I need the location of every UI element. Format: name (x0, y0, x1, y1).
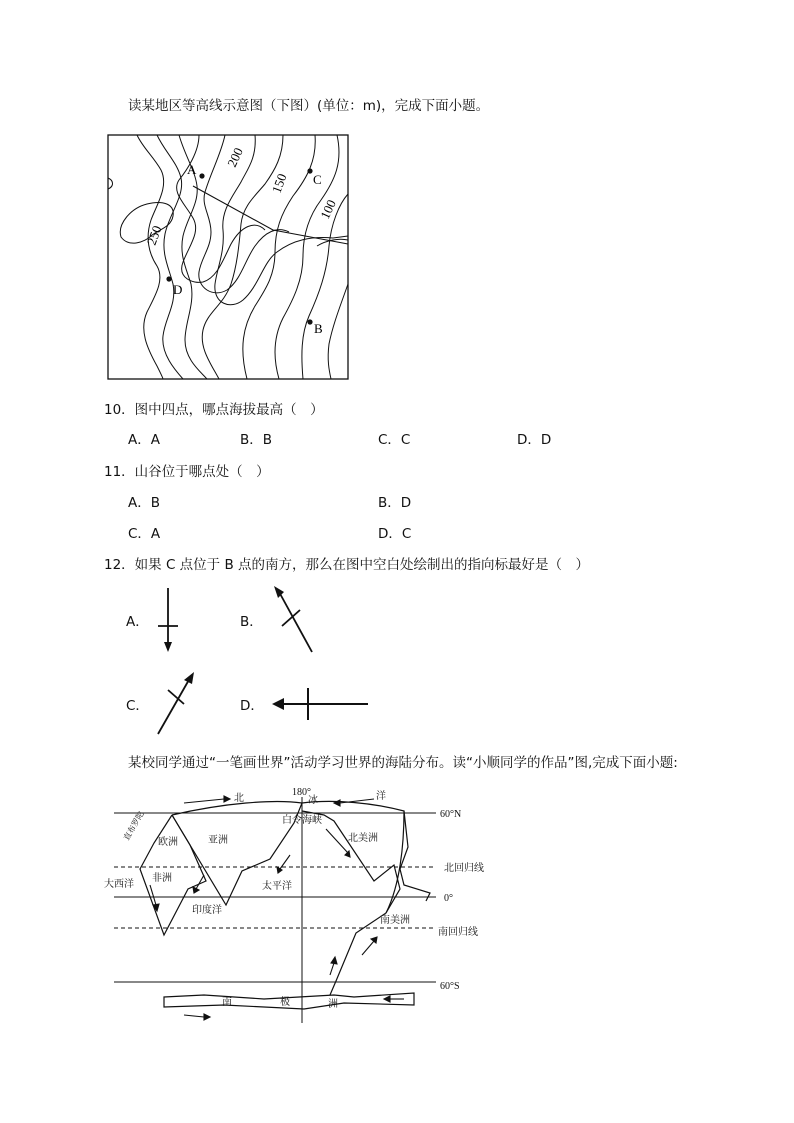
question-10-stem: 10．图中四点，哪点海拔最高（ ） (104, 402, 324, 418)
indian-ocean-label: 印度洋 (192, 905, 222, 916)
north-america-label: 北美洲 (348, 833, 378, 844)
meridian-180-label: 180° (292, 787, 311, 798)
question-10-option-b: B．B (240, 432, 273, 448)
tropic-cancer-label: 北回归线 (444, 863, 484, 874)
question-12-option-d: D． (240, 698, 264, 714)
point-c-label: C (313, 172, 322, 187)
asia-label: 亚洲 (208, 835, 228, 846)
question-11-option-d: D．C (378, 526, 412, 542)
point-a-label: A (187, 162, 197, 177)
point-b-label: B (314, 321, 323, 336)
pacific-label: 太平洋 (262, 881, 292, 892)
gibraltar-label: 直布罗陀 (121, 809, 146, 842)
question-11-option-b: B．D (378, 495, 412, 511)
question-10-option-c: C．C (378, 432, 411, 448)
contour-map (107, 134, 349, 380)
africa-label: 非洲 (152, 873, 172, 884)
europe-label: 欧洲 (158, 837, 178, 848)
question-12-option-c: C． (126, 698, 149, 714)
point-d-label: D (173, 282, 183, 297)
question-10-option-d: D．D (517, 432, 552, 448)
question-12-option-a: A． (126, 614, 149, 630)
lat-60s-label: 60°S (440, 981, 460, 992)
contour-label-100: 100 (317, 197, 339, 222)
world-sketch-map (104, 785, 504, 1025)
question-11-option-a: A．B (128, 495, 160, 511)
equator-label: 0° (444, 893, 453, 904)
arctic-ocean-char-1: 北 (234, 793, 244, 804)
lat-60n-label: 60°N (440, 809, 462, 820)
atlantic-label: 大西洋 (104, 879, 134, 890)
intro-text-1: 读某地区等高线示意图（下图）(单位：m)，完成下面小题。 (128, 98, 490, 114)
bering-strait-label: 白令海峡 (282, 815, 322, 826)
intro-text-2: 某校同学通过“一笔画世界”活动学习世界的海陆分布。读“小顺同学的作品”图,完成下面小题: (128, 755, 678, 771)
question-10-option-a: A．A (128, 432, 160, 448)
contour-label-200: 200 (224, 145, 246, 170)
antarctica-char-2: 极 (280, 997, 290, 1008)
antarctica-char-3: 洲 (328, 999, 338, 1010)
south-america-label: 南美洲 (380, 915, 410, 926)
question-12-option-b: B． (240, 614, 263, 630)
tropic-capricorn-label: 南回归线 (438, 927, 478, 938)
north-arrow-option-b-icon (270, 586, 320, 656)
north-arrow-option-c-icon (152, 670, 202, 740)
arctic-ocean-char-3: 洋 (376, 791, 386, 802)
arctic-ocean-char-2: 冰 (308, 795, 318, 806)
north-arrow-option-d-icon (270, 686, 370, 726)
north-arrow-option-a-icon (152, 586, 182, 656)
contour-label-250: 250 (143, 223, 165, 248)
antarctica-char-1: 南 (222, 997, 232, 1008)
contour-label-150: 150 (268, 171, 290, 196)
question-11-option-c: C．A (128, 526, 161, 542)
question-11-stem: 11．山谷位于哪点处（ ） (104, 464, 270, 480)
question-12-stem: 12．如果 C 点位于 B 点的南方，那么在图中空白处绘制出的指向标最好是（ ） (104, 557, 590, 573)
